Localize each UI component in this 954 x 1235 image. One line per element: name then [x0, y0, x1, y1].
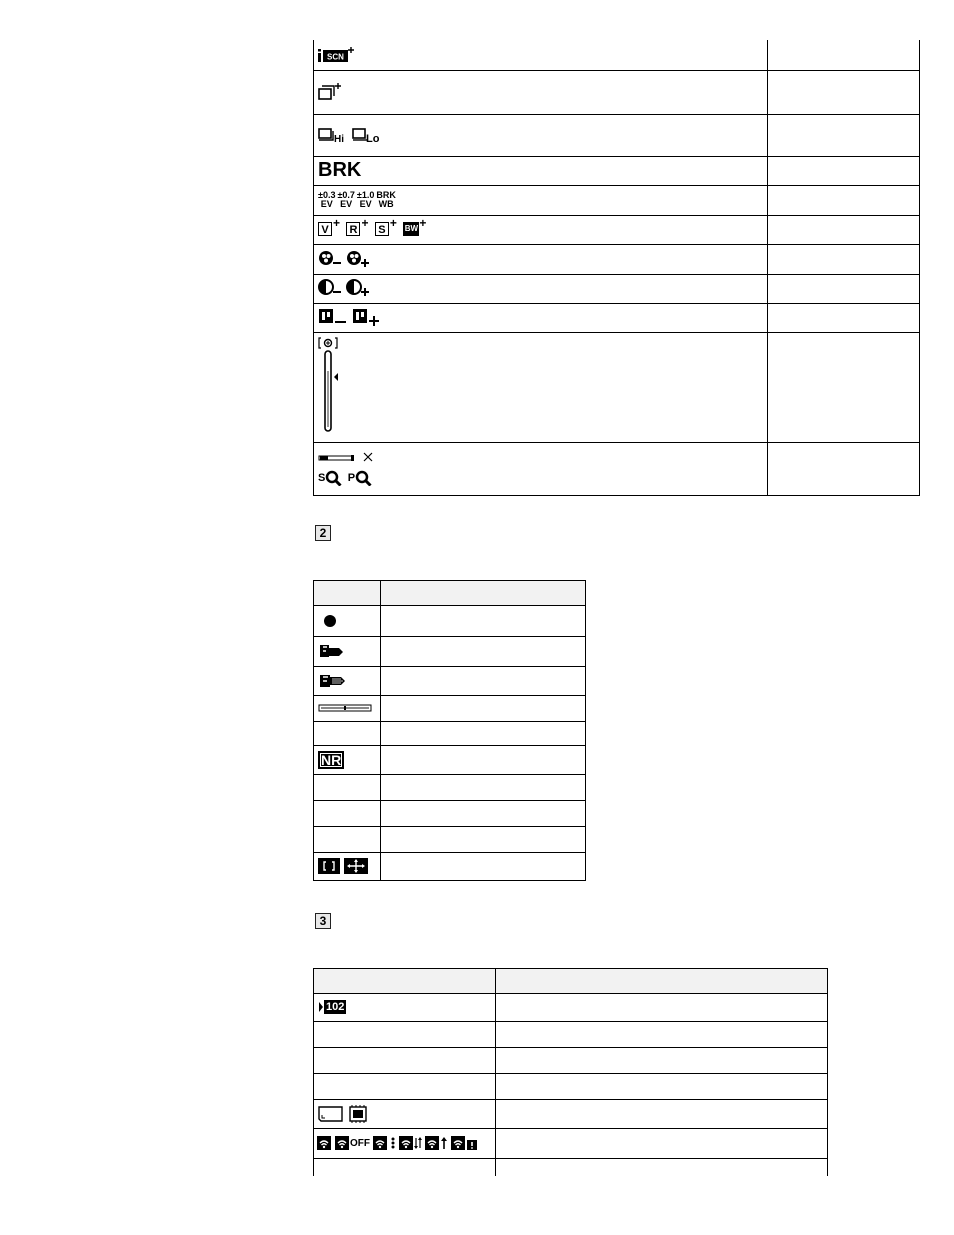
- zoom-scale-icon: [318, 337, 348, 433]
- description-cell: [496, 1129, 828, 1159]
- indicator-table-2: [313, 580, 586, 881]
- ev-bracket-10-value: ±1.0: [356, 189, 375, 200]
- description-cell: [381, 827, 586, 853]
- continuous-hi-icon: [318, 127, 348, 143]
- p-zoom-icon: [348, 470, 373, 486]
- flash-full-icon: [318, 672, 348, 690]
- table-header-row: [314, 581, 586, 606]
- table-row: [314, 332, 920, 442]
- section-number-3: 3: [315, 913, 331, 929]
- table-row: [314, 1159, 828, 1176]
- sharpness-plus-icon: [352, 308, 382, 326]
- ev-bracket-03-value: ±0.3: [318, 189, 336, 200]
- description-cell: [381, 853, 586, 881]
- ev-bracket-icons: [318, 191, 396, 209]
- description-cell: [381, 801, 586, 827]
- icon-cell: [314, 303, 768, 332]
- s-label: S: [318, 472, 326, 485]
- table-row: [314, 1100, 828, 1129]
- contrast-minus-icon: [318, 279, 342, 297]
- icon-cell: [314, 1100, 496, 1129]
- table-row: [314, 722, 586, 746]
- table-row: [314, 1129, 828, 1159]
- description-cell: [496, 1022, 828, 1048]
- table-row: [314, 185, 920, 215]
- sharpness-minus-icon: [318, 308, 348, 326]
- table-row: [314, 303, 920, 332]
- description-cell: [768, 185, 920, 215]
- wifi-connected-icon: [372, 1135, 388, 1151]
- icon-cell: [314, 801, 381, 827]
- s-label: S: [375, 222, 389, 236]
- p-label: P: [347, 472, 356, 485]
- indicator-table-3: [313, 968, 828, 1176]
- table-row: [314, 1048, 828, 1074]
- description-cell: [381, 696, 586, 722]
- wifi-status-icons: [316, 1135, 478, 1151]
- folder-number: 102: [326, 1001, 345, 1014]
- table-row: [314, 215, 920, 244]
- description-cell: [768, 215, 920, 244]
- icon-cell: [314, 1074, 496, 1100]
- icon-cell: [314, 637, 381, 667]
- wifi-upload-icon: [424, 1135, 448, 1151]
- af-multi-icon: [344, 858, 368, 874]
- bw-label: BW: [403, 222, 419, 236]
- icon-cell: [314, 185, 768, 215]
- description-cell: [768, 70, 920, 114]
- table-row: [314, 853, 586, 881]
- description-cell: [381, 637, 586, 667]
- table-row: [314, 746, 586, 775]
- icon-cell: [314, 667, 381, 696]
- wb-label: WB: [378, 198, 394, 209]
- icon-cell: [314, 994, 496, 1022]
- description-cell: [768, 114, 920, 156]
- table-row: [314, 606, 586, 637]
- iscn-plus-icon: [318, 47, 356, 63]
- r-label: R: [346, 222, 360, 236]
- brk-icon: BRK: [318, 159, 362, 181]
- svg-text:Hi: Hi: [334, 133, 344, 143]
- description-cell: [496, 1159, 828, 1176]
- bw-plus-icon: BW +: [403, 220, 427, 238]
- table-row: [314, 1022, 828, 1048]
- icon-cell: [314, 853, 381, 881]
- table-row: [314, 70, 920, 114]
- ev-label: EV: [340, 198, 353, 209]
- description-cell: [496, 1048, 828, 1074]
- v-label: V: [318, 222, 332, 236]
- column-header: [496, 969, 828, 994]
- icon-cell: [314, 40, 768, 70]
- icon-cell: [314, 442, 768, 495]
- icon-cell: [314, 244, 768, 274]
- indicator-table-1: [313, 40, 920, 496]
- description-cell: [768, 244, 920, 274]
- nr-icon: NR: [318, 751, 344, 769]
- zoom-bar-icon: [318, 451, 380, 465]
- icon-cell: [314, 1129, 496, 1159]
- description-cell: [768, 332, 920, 442]
- wifi-transfer-icon: [398, 1135, 422, 1151]
- icon-cell: [314, 274, 768, 303]
- r-plus-icon: R +: [346, 220, 370, 238]
- dots-icon: [390, 1135, 396, 1151]
- wifi-error-icon: [450, 1135, 478, 1151]
- icon-cell: [314, 1022, 496, 1048]
- description-cell: [768, 442, 920, 495]
- table-row: [314, 775, 586, 801]
- table-row: [314, 274, 920, 303]
- description-cell: [381, 775, 586, 801]
- column-header: [381, 581, 586, 606]
- description-cell: [768, 274, 920, 303]
- icon-cell: [314, 332, 768, 442]
- icon-cell: [314, 1048, 496, 1074]
- ev-bracket-07-value: ±0.7: [337, 189, 355, 200]
- wifi-icon: [316, 1135, 332, 1151]
- table-row: [314, 1074, 828, 1100]
- table-row: [314, 40, 920, 70]
- s-plus-icon: S +: [375, 220, 399, 238]
- table-row: [314, 801, 586, 827]
- description-cell: [496, 1074, 828, 1100]
- table-row: [314, 156, 920, 185]
- contrast-plus-icon: [346, 279, 370, 297]
- icon-cell: [314, 696, 381, 722]
- icon-cell: [314, 156, 768, 185]
- folder-icon: [318, 1000, 346, 1014]
- description-cell: [768, 156, 920, 185]
- description-cell: [496, 994, 828, 1022]
- description-cell: [768, 40, 920, 70]
- saturation-plus-icon: [346, 250, 370, 268]
- focus-dot-icon: [318, 613, 338, 629]
- description-cell: [496, 1100, 828, 1129]
- wifi-off-label: OFF: [350, 1137, 370, 1149]
- saturation-minus-icon: [318, 250, 342, 268]
- icon-cell: [314, 606, 381, 637]
- description-cell: [381, 722, 586, 746]
- table-row: [314, 667, 586, 696]
- table-row: [314, 994, 828, 1022]
- memory-card-icon: [318, 1105, 344, 1123]
- icon-cell: [314, 215, 768, 244]
- description-cell: [381, 667, 586, 696]
- brk-label: BRK: [376, 189, 396, 200]
- icon-cell: [314, 746, 381, 775]
- table-row: [314, 696, 586, 722]
- table-row: [314, 442, 920, 495]
- table-row: [314, 827, 586, 853]
- table-header-row: [314, 969, 828, 994]
- continuous-lo-icon: [352, 127, 384, 143]
- svg-text:SCN: SCN: [327, 52, 344, 62]
- v-plus-icon: V +: [318, 220, 342, 238]
- column-header: [314, 969, 496, 994]
- icon-cell: [314, 722, 381, 746]
- continuous-plus-icon: [318, 83, 342, 101]
- wifi-off-icon: [334, 1135, 370, 1151]
- level-bar-icon: [318, 703, 372, 713]
- af-area-icon: [318, 858, 340, 874]
- ev-label: EV: [320, 198, 333, 209]
- icon-cell: [314, 70, 768, 114]
- icon-cell: [314, 1159, 496, 1176]
- table-row: [314, 637, 586, 667]
- s-zoom-icon: [318, 470, 343, 486]
- table-row: [314, 244, 920, 274]
- table-row: [314, 114, 920, 156]
- internal-memory-icon: [348, 1105, 368, 1123]
- section-number-2: 2: [315, 525, 331, 541]
- description-cell: [381, 746, 586, 775]
- icon-cell: [314, 775, 381, 801]
- column-header: [314, 581, 381, 606]
- flash-charge-icon: [318, 642, 346, 660]
- icon-cell: [314, 827, 381, 853]
- ev-label: EV: [359, 198, 372, 209]
- description-cell: [381, 606, 586, 637]
- icon-cell: [314, 114, 768, 156]
- svg-text:Lo: Lo: [366, 132, 380, 143]
- description-cell: [768, 303, 920, 332]
